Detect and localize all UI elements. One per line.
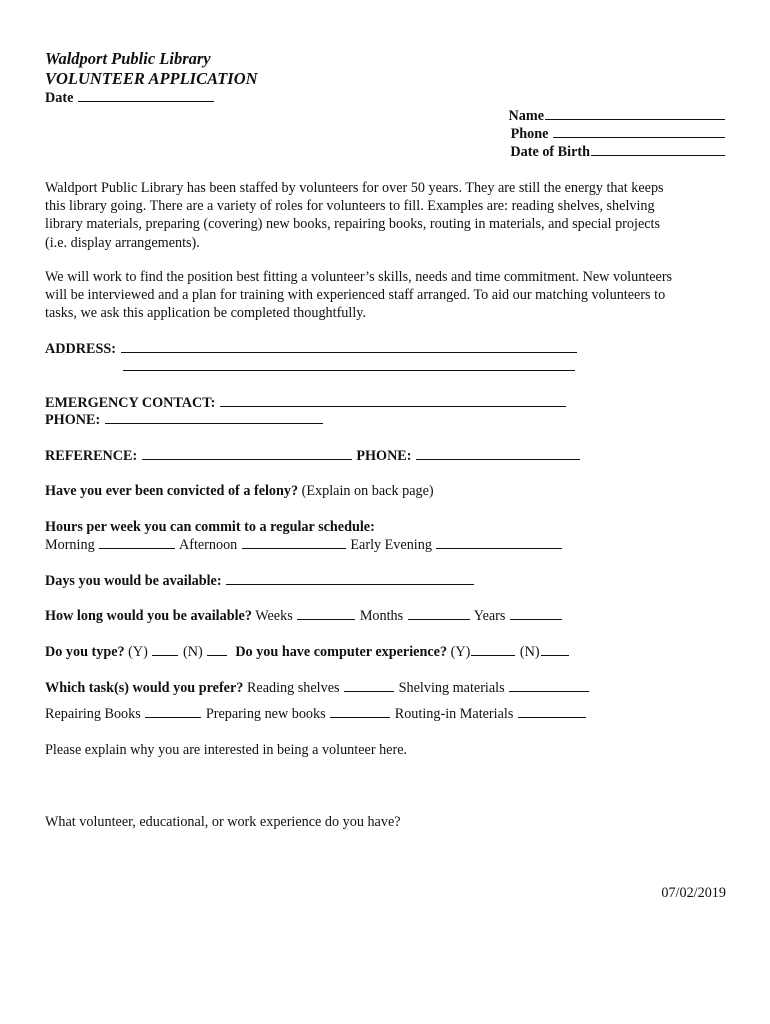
why-question: Please explain why you are interested in being a volunteer here.	[45, 742, 408, 758]
typing-row	[45, 643, 570, 661]
computer-n-field[interactable]	[541, 643, 569, 656]
computer-y-label: (Y)	[450, 644, 471, 660]
intro-line: We will work to find the position best fitting a volunteer’s skills, needs and time commitment. New volunteers	[45, 269, 673, 285]
type-question: Do you type?	[45, 644, 125, 660]
task-repairing-label: Repairing Books	[45, 706, 141, 722]
hours-row	[45, 536, 563, 554]
type-y-field[interactable]	[152, 643, 178, 656]
felony-row	[45, 482, 434, 500]
computer-y-field[interactable]	[471, 643, 515, 656]
task-routing-field[interactable]	[518, 705, 586, 718]
footer-date: 07/02/2019	[661, 885, 726, 901]
emergency-phone-field[interactable]	[105, 411, 323, 424]
morning-label: Morning	[45, 537, 95, 553]
type-n-field[interactable]	[207, 643, 227, 656]
howlong-question: How long would you be available?	[45, 608, 252, 624]
emergency-field[interactable]	[220, 394, 566, 407]
reference-label: REFERENCE:	[45, 448, 138, 464]
days-field[interactable]	[226, 572, 474, 585]
felony-question: Have you ever been convicted of a felony?	[45, 483, 299, 499]
intro-line: Waldport Public Library has been staffed by volunteers for over 50 years. They are still the energy that keeps	[45, 180, 664, 196]
evening-label: Early Evening	[350, 537, 432, 553]
emergency-phone-row	[45, 411, 324, 429]
howlong-row	[45, 607, 563, 625]
task-preparing-field[interactable]	[330, 705, 390, 718]
task-routing-label: Routing-in Materials	[394, 706, 514, 722]
library-name: Waldport Public Library	[45, 49, 211, 68]
address-row	[45, 340, 578, 358]
tasks-row-1	[45, 679, 590, 697]
afternoon-label: Afternoon	[178, 537, 238, 553]
tasks-row-2	[45, 705, 587, 723]
felony-note: (Explain on back page)	[301, 483, 434, 499]
why-answer-area[interactable]	[45, 762, 725, 806]
task-preparing-label: Preparing new books	[205, 706, 326, 722]
date-row	[45, 89, 215, 107]
reference-phone-field[interactable]	[416, 447, 580, 460]
afternoon-field[interactable]	[242, 536, 346, 549]
years-label: Years	[473, 608, 506, 624]
intro-paragraph-1	[45, 179, 735, 252]
weeks-label: Weeks	[255, 608, 293, 624]
emergency-phone-label: PHONE:	[45, 412, 101, 428]
evening-field[interactable]	[436, 536, 562, 549]
days-row	[45, 572, 475, 590]
task-shelving-label: Shelving materials	[398, 680, 505, 696]
reference-row	[45, 447, 581, 465]
address-field-line-1[interactable]	[121, 340, 577, 353]
phone-field[interactable]	[553, 125, 725, 138]
address-label: ADDRESS:	[45, 341, 116, 357]
emergency-row	[45, 394, 567, 412]
experience-answer-area[interactable]	[45, 834, 725, 878]
type-n-label: (N)	[182, 644, 203, 660]
weeks-field[interactable]	[297, 607, 355, 620]
computer-question: Do you have computer experience?	[235, 644, 448, 660]
address-row-2	[122, 358, 576, 376]
dob-label: Date of Birth	[510, 144, 590, 160]
task-repairing-field[interactable]	[145, 705, 201, 718]
years-field[interactable]	[510, 607, 562, 620]
intro-line: (i.e. display arrangements).	[45, 234, 200, 251]
hours-question: Hours per week you can commit to a regular schedule:	[45, 519, 375, 535]
name-row	[509, 107, 726, 125]
task-shelving-field[interactable]	[509, 679, 589, 692]
intro-line: will be interviewed and a plan for training with experienced staff arranged. To aid our matching volunteers to	[45, 287, 666, 304]
task-reading-label: Reading shelves	[246, 680, 340, 696]
phone-row	[511, 125, 726, 143]
name-label: Name	[508, 108, 544, 124]
name-field[interactable]	[545, 107, 725, 120]
emergency-label: EMERGENCY CONTACT:	[45, 395, 216, 411]
morning-field[interactable]	[99, 536, 175, 549]
intro-line: this library going. There are a variety of roles for volunteers to fill. Examples are: reading shelves, shelving	[45, 198, 655, 215]
computer-n-label: (N)	[519, 644, 540, 660]
reference-field[interactable]	[142, 447, 352, 460]
reference-phone-label: PHONE:	[356, 448, 412, 464]
days-question: Days you would be available:	[45, 573, 222, 589]
date-field[interactable]	[78, 89, 214, 102]
dob-field[interactable]	[591, 143, 725, 156]
months-field[interactable]	[408, 607, 470, 620]
phone-label: Phone	[510, 126, 549, 142]
form-title: VOLUNTEER APPLICATION	[45, 69, 258, 88]
tasks-question: Which task(s) would you prefer?	[45, 680, 244, 696]
months-label: Months	[359, 608, 404, 624]
address-field-line-2[interactable]	[123, 358, 575, 371]
intro-line: library materials, preparing (covering) new books, repairing books, routing in materials, and special projects	[45, 216, 660, 233]
type-y-label: (Y)	[128, 644, 148, 660]
intro-paragraph-2	[45, 268, 735, 323]
dob-row	[510, 143, 726, 161]
intro-line: tasks, we ask this application be completed thoughtfully.	[45, 305, 366, 322]
date-label: Date	[45, 90, 74, 106]
task-reading-field[interactable]	[344, 679, 394, 692]
experience-question: What volunteer, educational, or work experience do you have?	[45, 814, 401, 830]
